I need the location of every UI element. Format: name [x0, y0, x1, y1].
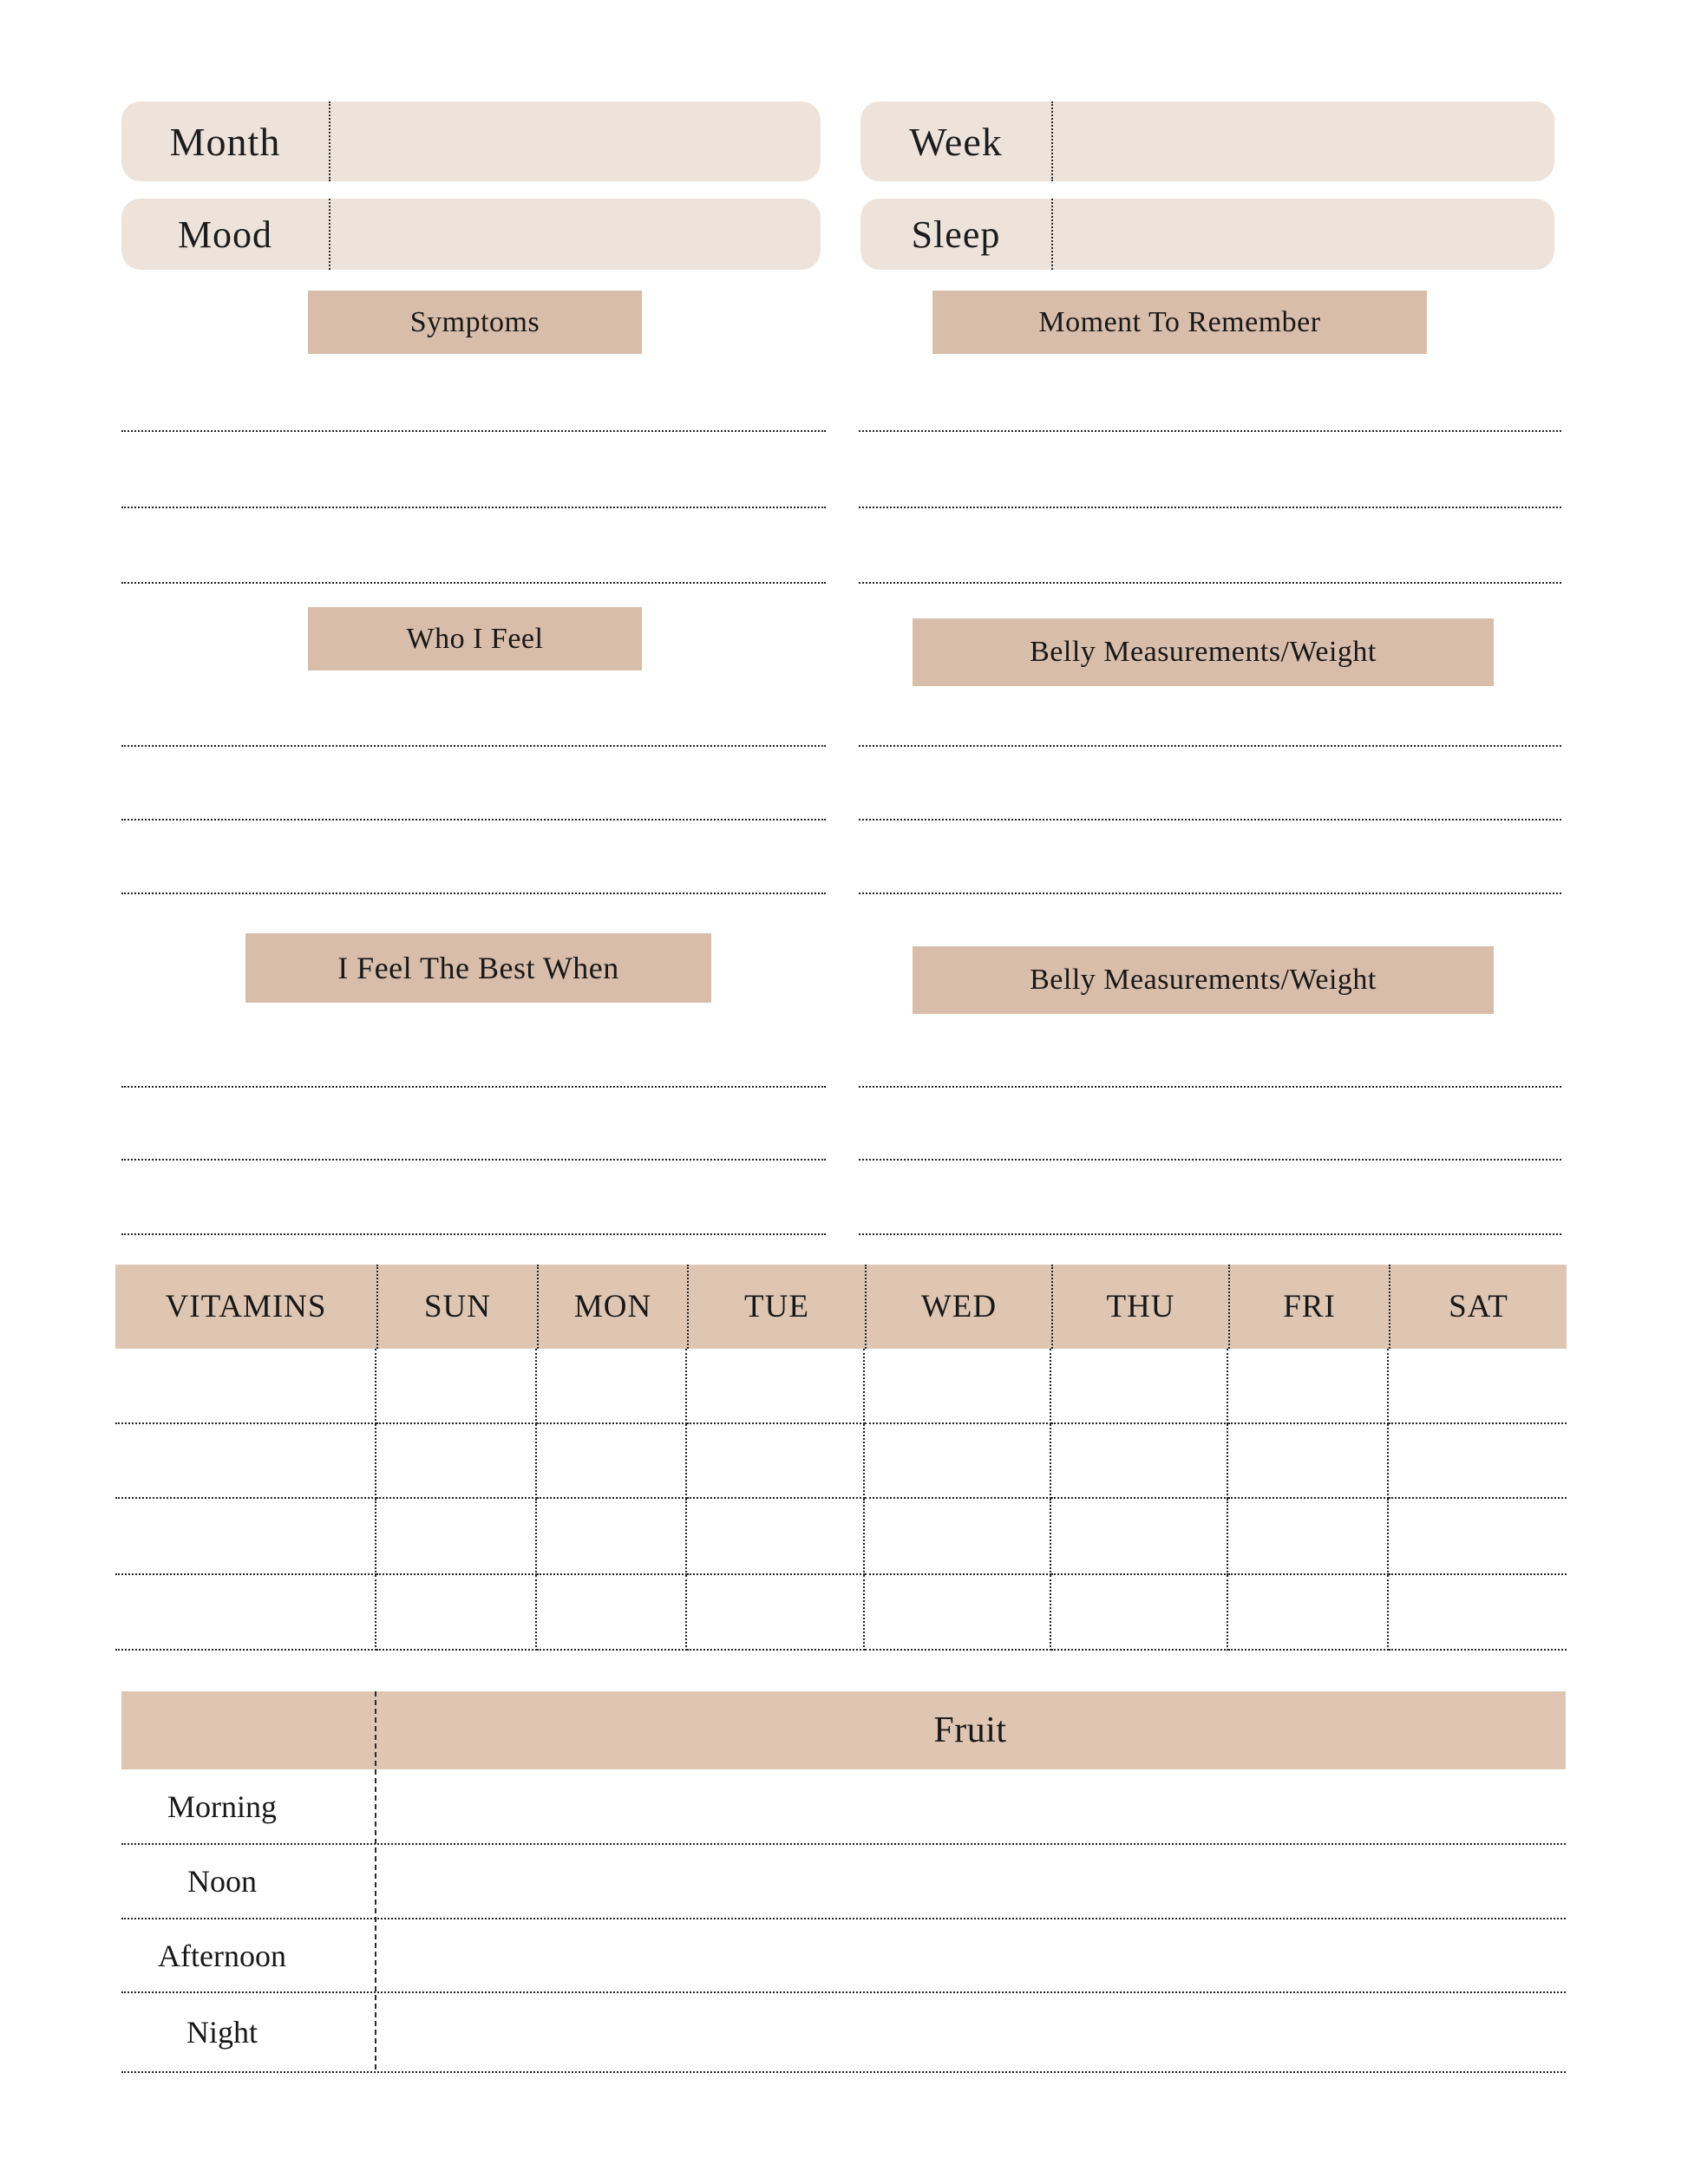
month-label: Month — [169, 119, 281, 164]
i-feel-the-best-when-header: I Feel The Best When — [245, 933, 711, 1003]
vitamins-cell[interactable] — [687, 1499, 865, 1575]
vitamins-cell[interactable] — [1389, 1424, 1567, 1499]
vitamins-cell[interactable] — [537, 1424, 687, 1499]
vitamins-cell[interactable] — [1389, 1575, 1567, 1651]
mon-col-header: MON — [537, 1265, 687, 1349]
vitamins-cell[interactable] — [1389, 1349, 1567, 1424]
vitamins-cell[interactable] — [115, 1575, 376, 1651]
vitamins-cell[interactable] — [687, 1424, 865, 1499]
vitamins-cell[interactable] — [1228, 1499, 1389, 1575]
thu-col-header: THU — [1051, 1265, 1228, 1349]
fri-col-header: FRI — [1228, 1265, 1389, 1349]
noon-cell[interactable] — [375, 1845, 1566, 1918]
vitamins-cell[interactable] — [865, 1575, 1051, 1651]
fruit-row-noon — [121, 1845, 1566, 1919]
fruit-row-morning — [121, 1769, 1566, 1845]
fruit-label-divider — [375, 1691, 376, 2070]
vitamins-table — [115, 1265, 1567, 1651]
who-i-feel-writing-line-2[interactable] — [121, 819, 826, 821]
belly-2-writing-line-3[interactable] — [859, 1233, 1561, 1235]
vitamins-cell[interactable] — [376, 1575, 537, 1651]
afternoon-label: Afternoon — [158, 1938, 286, 1973]
who-i-feel-writing-line-3[interactable] — [121, 893, 826, 894]
sleep-label: Sleep — [911, 213, 1001, 256]
sun-col-header: SUN — [376, 1265, 537, 1349]
morning-cell[interactable] — [375, 1769, 1566, 1843]
sleep-field — [860, 199, 1554, 270]
fruit-row-afternoon — [121, 1919, 1566, 1993]
vitamins-cell[interactable] — [1228, 1424, 1389, 1499]
vitamins-cell[interactable] — [1389, 1499, 1567, 1575]
week-label: Week — [909, 119, 1003, 164]
fruit-title: Fruit — [933, 1710, 1007, 1750]
feel-best-writing-line-1[interactable] — [121, 1086, 826, 1088]
symptoms-writing-line-1[interactable] — [121, 430, 826, 432]
vitamins-cell[interactable] — [687, 1575, 865, 1651]
vitamins-table-header — [115, 1265, 1567, 1349]
who-i-feel-header: Who I Feel — [308, 607, 642, 670]
belly-1-writing-line-3[interactable] — [859, 893, 1561, 894]
vitamins-cell[interactable] — [1051, 1349, 1228, 1424]
vitamins-cell[interactable] — [376, 1499, 537, 1575]
fruit-table — [121, 1691, 1566, 2073]
morning-label: Morning — [167, 1788, 277, 1824]
week-field — [860, 101, 1554, 181]
belly-2-writing-line-1[interactable] — [859, 1086, 1561, 1088]
vitamins-table-body — [115, 1349, 1567, 1651]
feel-best-writing-line-3[interactable] — [121, 1233, 826, 1235]
feel-best-writing-line-2[interactable] — [121, 1159, 826, 1161]
belly-1-writing-line-1[interactable] — [859, 745, 1561, 747]
belly-1-writing-line-2[interactable] — [859, 819, 1561, 821]
moment-writing-line-3[interactable] — [859, 582, 1561, 584]
sat-col-header: SAT — [1389, 1265, 1567, 1349]
vitamins-cell[interactable] — [687, 1349, 865, 1424]
moment-to-remember-header: Moment To Remember — [932, 291, 1427, 354]
vitamins-cell[interactable] — [865, 1499, 1051, 1575]
vitamins-cell[interactable] — [115, 1424, 376, 1499]
vitamins-cell[interactable] — [1228, 1575, 1389, 1651]
vitamins-cell[interactable] — [115, 1499, 376, 1575]
vitamins-cell[interactable] — [376, 1349, 537, 1424]
vitamins-cell[interactable] — [1051, 1499, 1228, 1575]
noon-label: Noon — [187, 1864, 257, 1899]
vitamins-col-header: VITAMINS — [165, 1289, 327, 1324]
night-cell[interactable] — [375, 1993, 1566, 2071]
vitamins-cell[interactable] — [865, 1349, 1051, 1424]
belly-2-writing-line-2[interactable] — [859, 1159, 1561, 1161]
mood-field — [121, 199, 821, 270]
symptoms-writing-line-2[interactable] — [121, 507, 826, 508]
fruit-table-header — [121, 1691, 1566, 1769]
belly-measurements-header-2: Belly Measurements/Weight — [913, 946, 1494, 1014]
vitamins-cell[interactable] — [115, 1349, 376, 1424]
vitamins-cell[interactable] — [1051, 1424, 1228, 1499]
wed-col-header: WED — [865, 1265, 1051, 1349]
symptoms-writing-line-3[interactable] — [121, 582, 826, 584]
vitamins-cell[interactable] — [376, 1424, 537, 1499]
tue-col-header: TUE — [687, 1265, 865, 1349]
mood-label: Mood — [177, 213, 273, 256]
vitamins-cell[interactable] — [537, 1349, 687, 1424]
mood-input[interactable] — [330, 199, 821, 270]
vitamins-cell[interactable] — [1228, 1349, 1389, 1424]
vitamins-cell[interactable] — [865, 1424, 1051, 1499]
symptoms-header: Symptoms — [308, 291, 642, 354]
moment-writing-line-2[interactable] — [859, 507, 1561, 508]
night-label: Night — [186, 2015, 258, 2050]
moment-writing-line-1[interactable] — [859, 430, 1561, 432]
month-field — [121, 101, 821, 181]
vitamins-cell[interactable] — [537, 1575, 687, 1651]
fruit-row-night — [121, 1993, 1566, 2073]
vitamins-cell[interactable] — [1051, 1575, 1228, 1651]
vitamins-cell[interactable] — [537, 1499, 687, 1575]
who-i-feel-writing-line-1[interactable] — [121, 745, 826, 747]
sleep-input[interactable] — [1053, 199, 1554, 270]
afternoon-cell[interactable] — [375, 1919, 1566, 1991]
month-input[interactable] — [330, 101, 821, 181]
week-input[interactable] — [1053, 101, 1554, 181]
belly-measurements-header-1: Belly Measurements/Weight — [913, 618, 1494, 686]
